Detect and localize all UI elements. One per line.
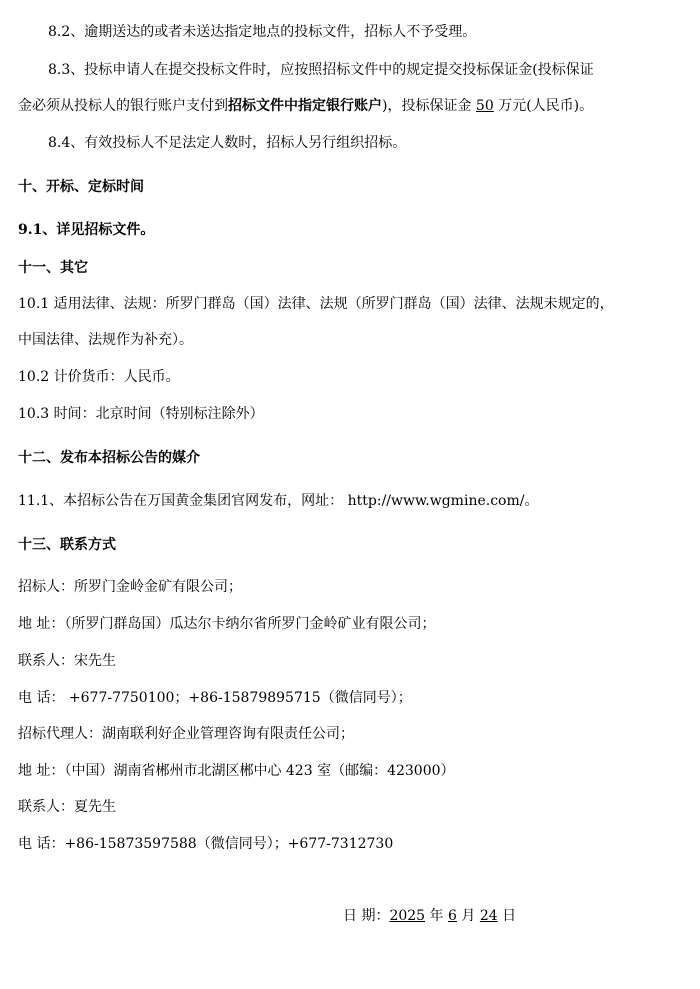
contact-phone-1: 电 话： +677-7750100；+86-15879895715（微信同号）； [18,690,412,706]
contact-tenderer: 招标人：所罗门金岭金矿有限公司； [18,579,242,595]
contact-address-2: 地 址：（中国）湖南省郴州市北湖区郴中心 423 室（邮编：423000） [18,763,455,779]
clause-8-4: 8.4、有效投标人不足法定人数时，招标人另行组织招标。 [48,135,407,151]
section-heading-12: 十二、发布本招标公告的媒介 [18,450,200,466]
contact-person-1: 联系人：宋先生 [18,653,116,669]
section-heading-10: 十、开标、定标时间 [18,179,144,195]
clause-8-3-text-post: 万元(人民币)。 [493,98,594,114]
clause-11-1: 11.1、本招标公告在万国黄金集团官网发布，网址： http://www.wgmine.com/。 [18,493,539,509]
date-day: 24 [479,908,498,924]
clause-8-3-line1: 8.3、投标申请人在提交投标文件时，应按照招标文件中的规定提交投标保证金(投标保证 [48,62,594,78]
contact-address-1: 地 址：（所罗门群岛国）瓜达尔卡纳尔省所罗门金岭矿业有限公司； [18,616,436,632]
issue-date [343,906,516,926]
date-label: 日 期： [343,908,390,924]
clause-10-1-line2: 中国法律、法规作为补充）。 [18,332,193,348]
date-month-unit: 月 [456,908,480,924]
clause-8-3-text-mid: )，投标保证金 [382,98,476,114]
contact-agent: 招标代理人：湖南联利好企业管理咨询有限责任公司； [18,726,354,742]
deposit-amount: 50 [475,98,494,114]
date-year-unit: 年 [425,908,448,924]
clause-8-2: 8.2、逾期送达的或者未送达指定地点的投标文件，招标人不予受理。 [48,24,477,40]
clause-9-1: 9.1、详见招标文件。 [18,222,155,238]
date-day-unit: 日 [497,908,517,924]
clause-10-1-line1: 10.1 适用法律、法规：所罗门群岛（国）法律、法规（所罗门群岛（国）法律、法规未规定的， [18,296,614,312]
clause-8-3-text: 金必须从投标人的银行账户支付到 [18,98,228,114]
clause-10-3: 10.3 时间：北京时间（特别标注除外） [18,406,264,422]
contact-phone-2: 电 话：+86-15873597588（微信同号）；+677-7312730 [18,836,394,852]
clause-8-3-line2 [18,96,593,116]
designated-bank-account: 招标文件中指定银行账户 [228,98,382,114]
clause-10-2: 10.2 计价货币：人民币。 [18,369,180,385]
date-month: 6 [448,908,457,924]
date-year: 2025 [389,908,426,924]
section-heading-13: 十三、联系方式 [18,537,116,553]
section-heading-11: 十一、其它 [18,260,88,276]
contact-person-2: 联系人：夏先生 [18,799,116,815]
